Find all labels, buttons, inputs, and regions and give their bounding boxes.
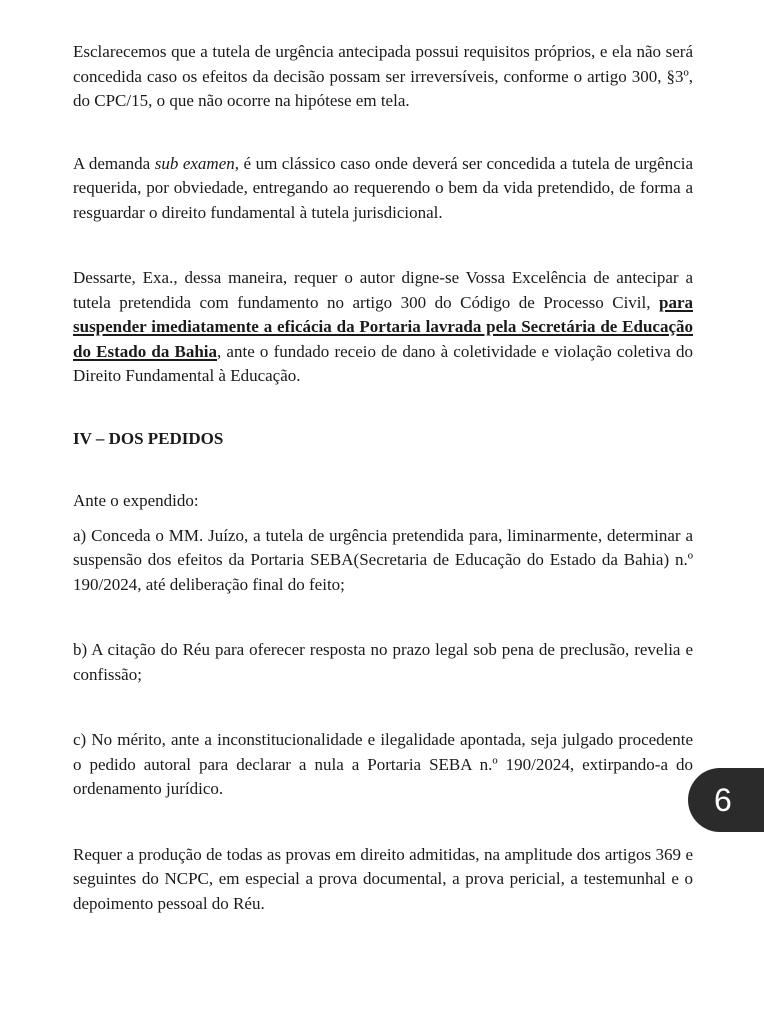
paragraph-text: , ante o fundado receio de dano à coletividade e violação coletiva do Direito Fundamental à Educação. [73,341,694,385]
paragraph-sub-examen [73,152,693,226]
requests-intro: Ante o expendido: [73,491,199,510]
evidence-request-paragraph: Requer a produção de todas as provas em direito admitidas, na amplitude dos artigos 369 e seguintes do NCPC, em especial a prova documental, a prova pericial, a testemunhal e o depoimento pessoal do Réu. [73,844,693,913]
document-page [73,40,693,916]
request-item-c: c) No mérito, ante a inconstitucionalidade e ilegalidade apontada, seja julgado procedente o pedido autoral para declarar a nula a Portaria SEBA n.º 190/2024, extirpando-a do ordenamento jurídico. [73,730,693,798]
emphasized-request: para suspender imediatamente a eficácia da Portaria lavrada pela Secretária de Educação do Estado da Bahia [73,292,693,361]
section-heading: IV – DOS PEDIDOS [73,428,224,448]
request-item-a: a) Conceda o MM. Juízo, a tutela de urgência pretendida para, liminarmente, determinar a suspensão dos efeitos da Portaria SEBA(Secretaria de Educação do Estado da Bahia) n.º 190/2024, até deliberação final do feito; [73,525,693,594]
paragraph-urgency-requirements: Esclarecemos que a tutela de urgência antecipada possui requisitos próprios, e ela não será concedida caso os efeitos da decisão possam ser irreversíveis, conforme o artigo 300, §3º, do CPC/15, o que não ocorre na hipótese em tela. [73,42,693,110]
italic-term: sub examen [154,153,235,173]
paragraph-request-suspension [73,266,693,389]
request-item-b: b) A citação do Réu para oferecer resposta no prazo legal sob pena de preclusão, revelia e confissão; [73,640,693,684]
paragraph-text: Dessarte, Exa., dessa maneira, requer o autor digne-se Vossa Excelência de antecipar a tutela pretendida com fundamento no artigo 300 do Código de Processo Civil, [73,268,693,312]
paragraph-text: , é um clássico caso onde deverá ser concedida a tutela de urgência requerida, por obviedade, entregando ao requerendo o bem da vida pretendido, de forma a resguardar o direito fundamental à tutela jurisdicional. [73,153,694,222]
paragraph-text: A demanda [73,153,155,173]
page-number-badge [688,768,764,832]
page-number: 6 [714,781,732,818]
